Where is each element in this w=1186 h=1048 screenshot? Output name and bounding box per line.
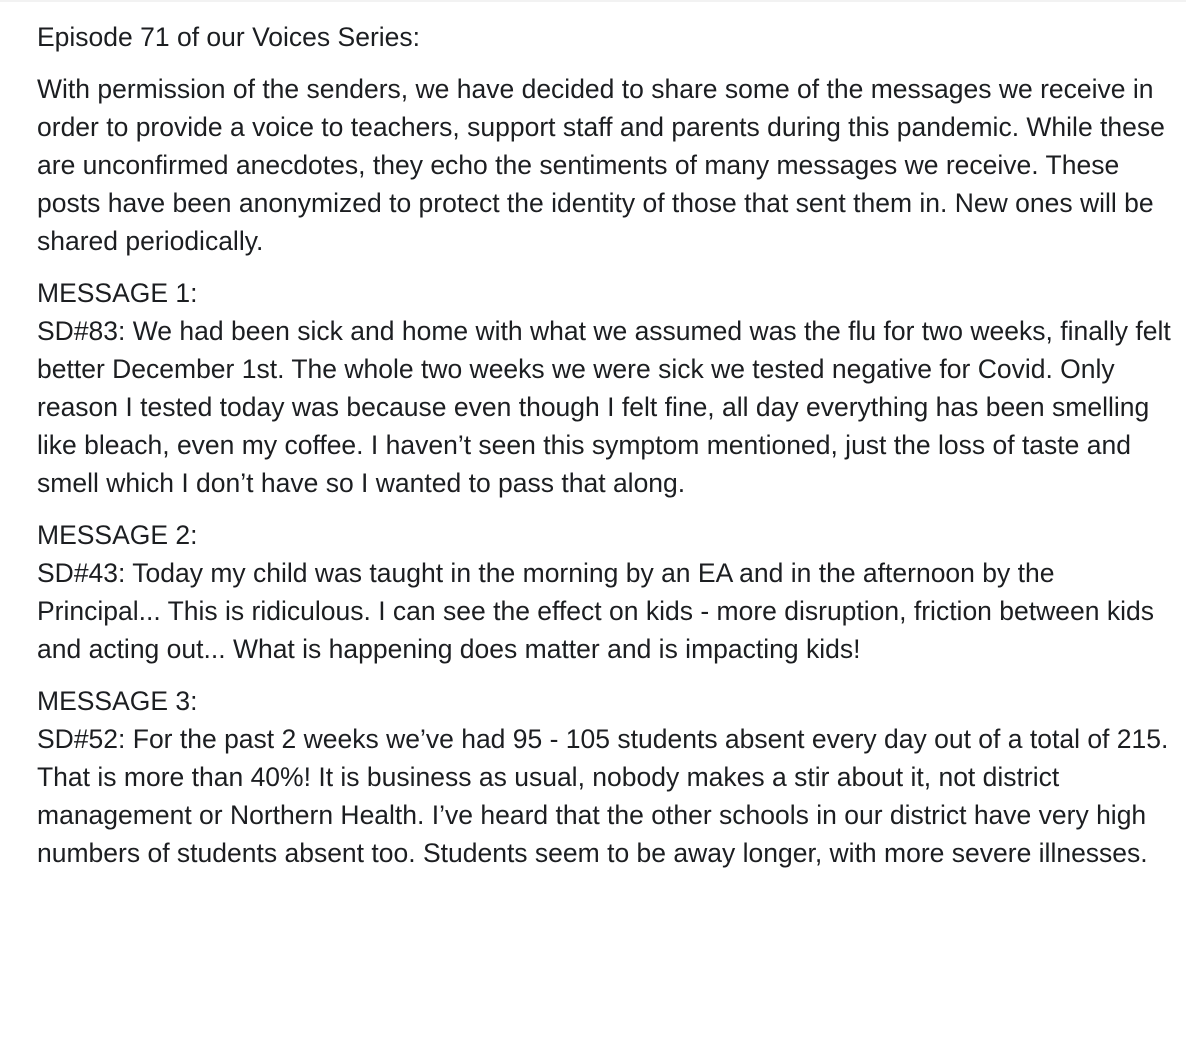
- post-intro: With permission of the senders, we have decided to share some of the messages we receive in order to provide a voice to teachers, support staff and parents during this pandemic. While these are unconfirmed anecdotes, they echo the sentiments of many messages we receive. These posts have been anonymized to protect the identity of those that sent them in. New ones will be shared periodically.: [37, 74, 1165, 256]
- message-text: SD#52: For the past 2 weeks we’ve had 95 - 105 students absent every day out of a total of 215. That is more than 40%! It is business as usual, nobody makes a stir about it, not district management or Northern Health. I’ve heard that the other schools in our district have very high numbers of students absent too. Students seem to be away longer, with more severe illnesses.: [37, 724, 1169, 868]
- message-3: [37, 682, 1177, 872]
- message-2: [37, 516, 1177, 668]
- top-divider: [0, 0, 1186, 2]
- message-label: MESSAGE 1:: [37, 278, 198, 308]
- message-text: SD#83: We had been sick and home with what we assumed was the flu for two weeks, finally felt better December 1st. The whole two weeks we were sick we tested negative for Covid. Only reason I tested today was because even though I felt fine, all day everything has been smelling like bleach, even my coffee. I haven’t seen this symptom mentioned, just the loss of taste and smell which I don’t have so I wanted to pass that along.: [37, 316, 1171, 498]
- message-text: SD#43: Today my child was taught in the morning by an EA and in the afternoon by the Principal... This is ridiculous. I can see the effect on kids - more disruption, friction between kids and acting out... What is happening does matter and is impacting kids!: [37, 558, 1154, 664]
- message-label: MESSAGE 2:: [37, 520, 198, 550]
- post-title: Episode 71 of our Voices Series:: [37, 22, 421, 52]
- message-1: [37, 274, 1177, 502]
- message-label: MESSAGE 3:: [37, 686, 198, 716]
- post-body: [37, 18, 1177, 886]
